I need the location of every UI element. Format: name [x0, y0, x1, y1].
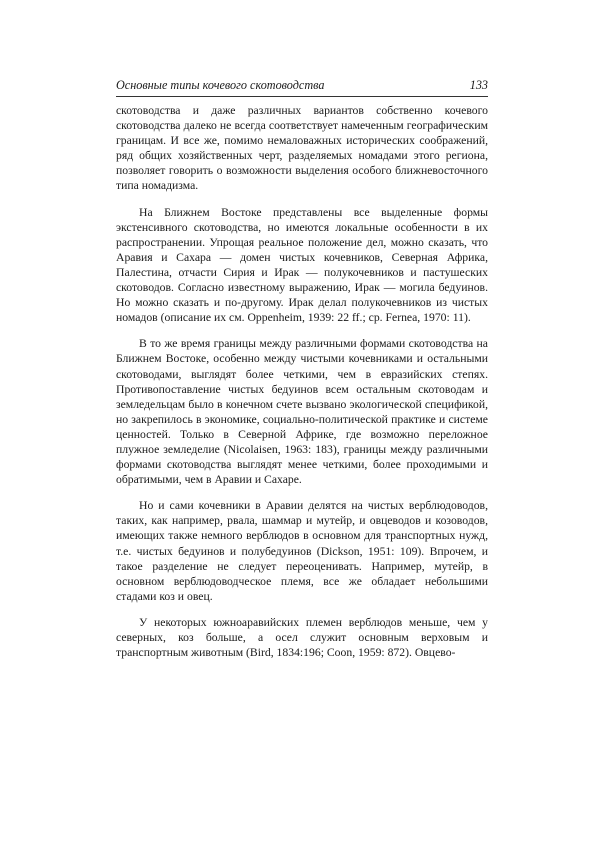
paragraph-1: скотоводства и даже различных вариантов собственно кочевого скотоводства далеко не всегда соответствует намеченным географическим границам. И все же, помимо немаловажных исторических соображений, ряд общих хозяйственных черт, разделяемых номадами этого региона, позволяет говорить о возможности выделения особого ближневосточного типа номадизма.: [116, 104, 488, 193]
page-number: 133: [469, 78, 488, 92]
book-page: [116, 78, 488, 660]
running-header: [116, 78, 488, 97]
paragraph-5: У некоторых южноаравийских племен верблюдов меньше, чем у северных, коз больше, а осел служит основным верховым и транспортным животным (Bird, 1834:196; Coon, 1959: 872). Овцево-: [116, 615, 488, 660]
paragraph-4: Но и сами кочевники в Аравии делятся на чистых верблюдоводов, таких, как например, рвала, шаммар и мутейр, и овцеводов и козоводов, имеющих также немного верблюдов в основном для транспортных нужд, т.е. чистых бедуинов и полубедуинов (Dickson, 1951: 109). Впрочем, и такое разделение не следует переоценивать. Например, мутейр, в основном верблюдоводческое племя, все же обладает небольшими стадами коз и овец.: [116, 499, 488, 603]
body-text: [116, 103, 488, 660]
paragraph-3: В то же время границы между различными формами скотоводства на Ближнем Востоке, особенно между чистыми кочевниками и остальными скотоводами, выглядят более четкими, чем в евразийских степях. Противопоставление чистых бедуинов всем остальным скотоводам и земледельцам было в конечном счете вызвано экологической спецификой, но закрепилось в экономике, социально-политической практике и системе ценностей. Только в Северной Африке, где возможно переложное плужное земледелие (Nicolaisen, 1963: 183), границы между различными формами скотоводства выглядят менее четкими, более проходимыми и обратимыми, чем в Аравии и Сахаре.: [116, 337, 488, 487]
running-header-title: Основные типы кочевого скотоводства: [116, 78, 325, 92]
paragraph-2: На Ближнем Востоке представлены все выделенные формы экстенсивного скотоводства, но имеются локальные особенности в их распространении. Упрощая реальное положение дел, можно сказать, что Аравия и Сахара — домен чистых кочевников, Северная Африка, Палестина, отчасти Сирия и Ирак — полукочевников и пастушеских скотоводов. Согласно известному выражению, Ирак — могила бедуинов. Но можно сказать и по-другому. Ирак делал полукочевников из чистых номадов (описание их см. Oppenheim, 1939: 22 ff.; cp. Fernea, 1970: 11).: [116, 205, 488, 325]
